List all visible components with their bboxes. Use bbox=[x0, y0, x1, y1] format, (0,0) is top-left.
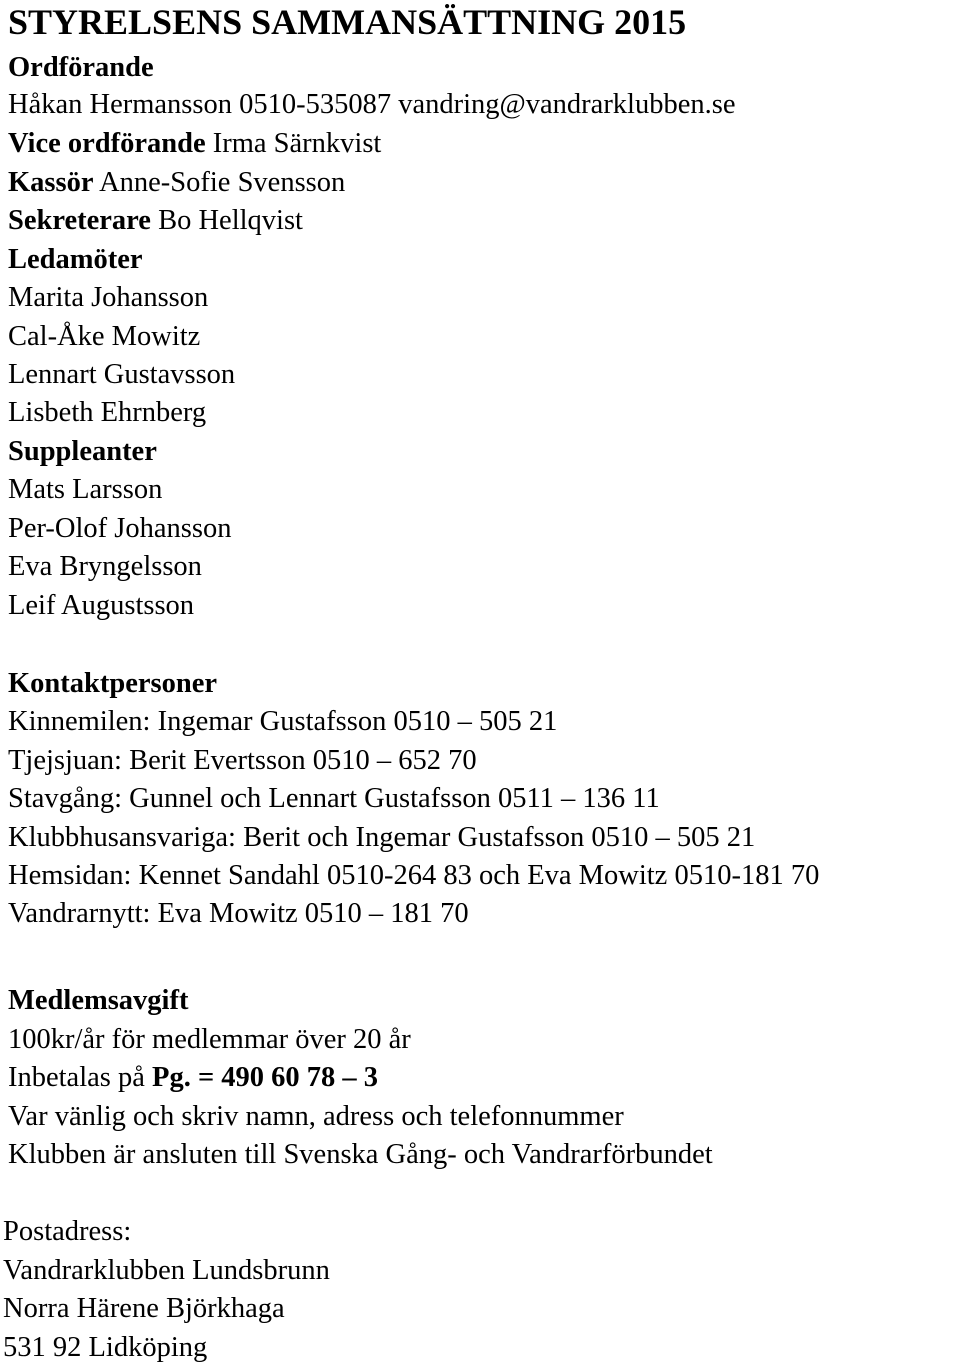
fee-payment-prefix: Inbetalas på bbox=[8, 1062, 153, 1093]
member-item: Cal-Åke Mowitz bbox=[8, 321, 201, 352]
fee-heading: Medlemsavgift bbox=[8, 985, 189, 1016]
postal-address-line: 531 92 Lidköping bbox=[3, 1332, 208, 1363]
deputy-item: Per-Olof Johansson bbox=[8, 513, 232, 544]
fee-payment-row bbox=[8, 1064, 378, 1093]
postal-address-line: Vandrarklubben Lundsbrunn bbox=[3, 1255, 330, 1286]
treasurer-row bbox=[8, 169, 345, 198]
members-heading: Ledamöter bbox=[8, 244, 143, 275]
contact-item: Hemsidan: Kennet Sandahl 0510-264 83 och Eva Mowitz 0510-181 70 bbox=[8, 860, 820, 891]
fee-amount: 100kr/år för medlemmar över 20 år bbox=[8, 1024, 411, 1055]
vice-chair-label: Vice ordförande bbox=[8, 128, 206, 159]
vice-chair-row bbox=[8, 130, 381, 159]
fee-instructions: Var vänlig och skriv namn, adress och telefonnummer bbox=[8, 1101, 624, 1132]
fee-giro-number: Pg. = 490 60 78 – 3 bbox=[152, 1062, 379, 1093]
deputies-heading: Suppleanter bbox=[8, 436, 157, 467]
member-item: Lennart Gustavsson bbox=[8, 359, 236, 390]
contact-item: Kinnemilen: Ingemar Gustafsson 0510 – 505 21 bbox=[8, 706, 558, 737]
chair-contact: Håkan Hermansson 0510-535087 vandring@vandrarklubben.se bbox=[8, 89, 736, 120]
contact-item: Klubbhusansvariga: Berit och Ingemar Gustafsson 0510 – 505 21 bbox=[8, 822, 756, 853]
deputy-item: Leif Augustsson bbox=[8, 590, 195, 621]
contact-item: Vandrarnytt: Eva Mowitz 0510 – 181 70 bbox=[8, 898, 469, 929]
secretary-name: Bo Hellqvist bbox=[158, 205, 303, 236]
treasurer-label: Kassör bbox=[8, 167, 94, 198]
deputy-item: Eva Bryngelsson bbox=[8, 551, 202, 582]
secretary-label: Sekreterare bbox=[8, 205, 151, 236]
deputy-item: Mats Larsson bbox=[8, 474, 163, 505]
member-item: Lisbeth Ehrnberg bbox=[8, 397, 207, 428]
vice-chair-name: Irma Särnkvist bbox=[212, 128, 382, 159]
federation-note: Klubben är ansluten till Svenska Gång- och Vandrarförbundet bbox=[8, 1139, 713, 1170]
postal-heading: Postadress: bbox=[3, 1216, 132, 1247]
secretary-row bbox=[8, 207, 303, 236]
postal-address-line: Norra Härene Björkhaga bbox=[3, 1293, 285, 1324]
treasurer-name: Anne-Sofie Svensson bbox=[99, 167, 346, 198]
contacts-heading: Kontaktpersoner bbox=[8, 668, 217, 699]
page-title: STYRELSENS SAMMANSÄTTNING 2015 bbox=[8, 2, 687, 42]
contact-item: Stavgång: Gunnel och Lennart Gustafsson 0511 – 136 11 bbox=[8, 783, 660, 814]
member-item: Marita Johansson bbox=[8, 282, 209, 313]
contact-item: Tjejsjuan: Berit Evertsson 0510 – 652 70 bbox=[8, 745, 477, 776]
chair-heading: Ordförande bbox=[8, 52, 154, 83]
